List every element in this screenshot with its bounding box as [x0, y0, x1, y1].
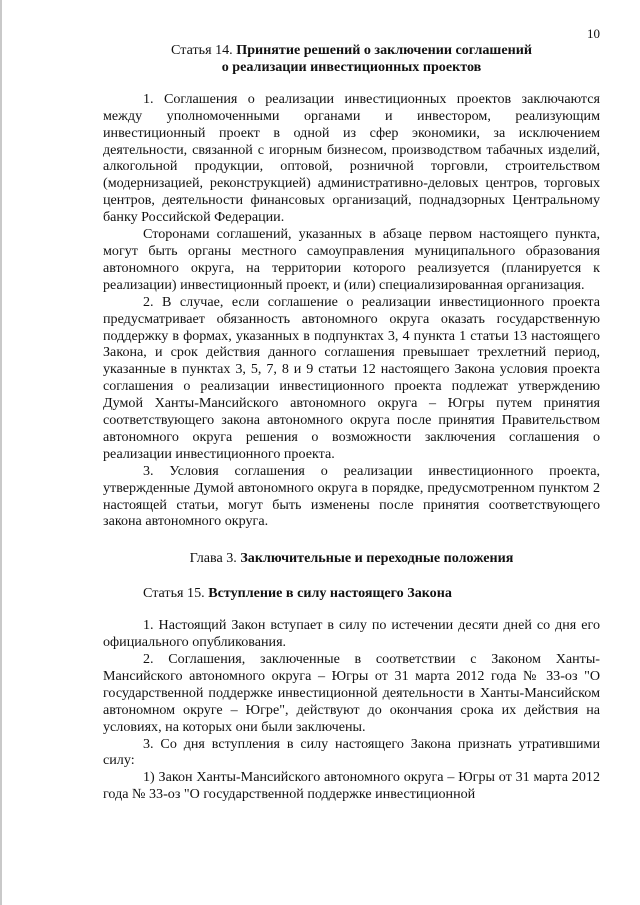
chapter-3-heading [103, 550, 600, 567]
article-14-paragraph-1: 1. Соглашения о реализации инвестиционных проектов заключаются между уполномоченными органами и инвестором, реализующим инвестиционный проект в одной из сфер экономики, за исключением деятельности, связанной с игорным бизнесом, производством табачных изделий, алкогольной продукции, оптовой, розничной торговли, строительством (модернизацией, реконструкцией) административно-деловых центров, торговых центров, деятельности финансовых организаций, поднадзорных Центральному банку Российской Федерации. [103, 90, 600, 226]
page-edge [0, 0, 2, 905]
article-14-prefix: Статья 14. [171, 42, 233, 58]
chapter-3-title: Заключительные и переходные положения [240, 550, 514, 567]
article-14-paragraph-4: 3. Условия соглашения о реализации инвестиционного проекта, утвержденные Думой автономного округа в порядке, предусмотренном пунктом 2 настоящей статьи, могут быть изменены после принятия соответствующего закона автономного округа. [103, 462, 600, 530]
article-14-paragraph-2: Сторонами соглашений, указанных в абзаце первом настоящего пункта, могут быть органы местного самоуправления муниципального образования автономного округа, на территории которого реализуется (планируется к реализации) инвестиционный проект, и (или) специализированная организация. [103, 226, 600, 293]
page-number: 10 [587, 26, 600, 41]
article-14-heading [103, 42, 600, 76]
article-14-title-line1: Принятие решений о заключении соглашений [236, 42, 532, 58]
article-15-paragraph-4: 1) Закон Ханты-Мансийского автономного округа – Югры от 31 марта 2012 года № 33-оз "О государственной поддержке инвестиционной [103, 769, 600, 803]
article-15-paragraph-2: 2. Соглашения, заключенные в соответствии с Законом Ханты-Мансийского автономного округа – Югры от 31 марта 2012 года № 33-оз "О государственной поддержке инвестиционной деятельности в Ханты-Мансийском автономном округе – Югре", действуют до окончания срока их действия на условиях, на которых они были заключены. [103, 651, 600, 735]
article-15-title: Вступление в силу настоящего Закона [208, 585, 452, 602]
chapter-3-prefix: Глава 3. [189, 550, 237, 567]
article-15-heading [103, 585, 600, 602]
article-14-title-line2: о реализации инвестиционных проектов [221, 58, 482, 75]
article-15-paragraph-1: 1. Настоящий Закон вступает в силу по истечении десяти дней со дня его официального опубликования. [103, 617, 600, 651]
article-14-paragraph-3: 2. В случае, если соглашение о реализации инвестиционного проекта предусматривает обязанность автономного округа оказать государственную поддержку в формах, указанных в подпунктах 3, 4 пункта 1 статьи 13 настоящего Закона, и срок действия данного соглашения превышает трехлетний период, указанные в пунктах 3, 5, 7, 8 и 9 статьи 12 настоящего Закона условия проекта соглашения о реализации инвестиционного проекта подлежат утверждению Думой Ханты-Мансийского автономного округа – Югры путем принятия соответствующего закона автономного округа после принятия Правительством автономного округа решения о возможности заключения соглашения о реализации инвестиционного проекта. [103, 293, 600, 462]
article-15-prefix: Статья 15. [143, 585, 205, 602]
article-15-paragraph-3: 3. Со дня вступления в силу настоящего Закона признать утратившими силу: [103, 735, 600, 769]
